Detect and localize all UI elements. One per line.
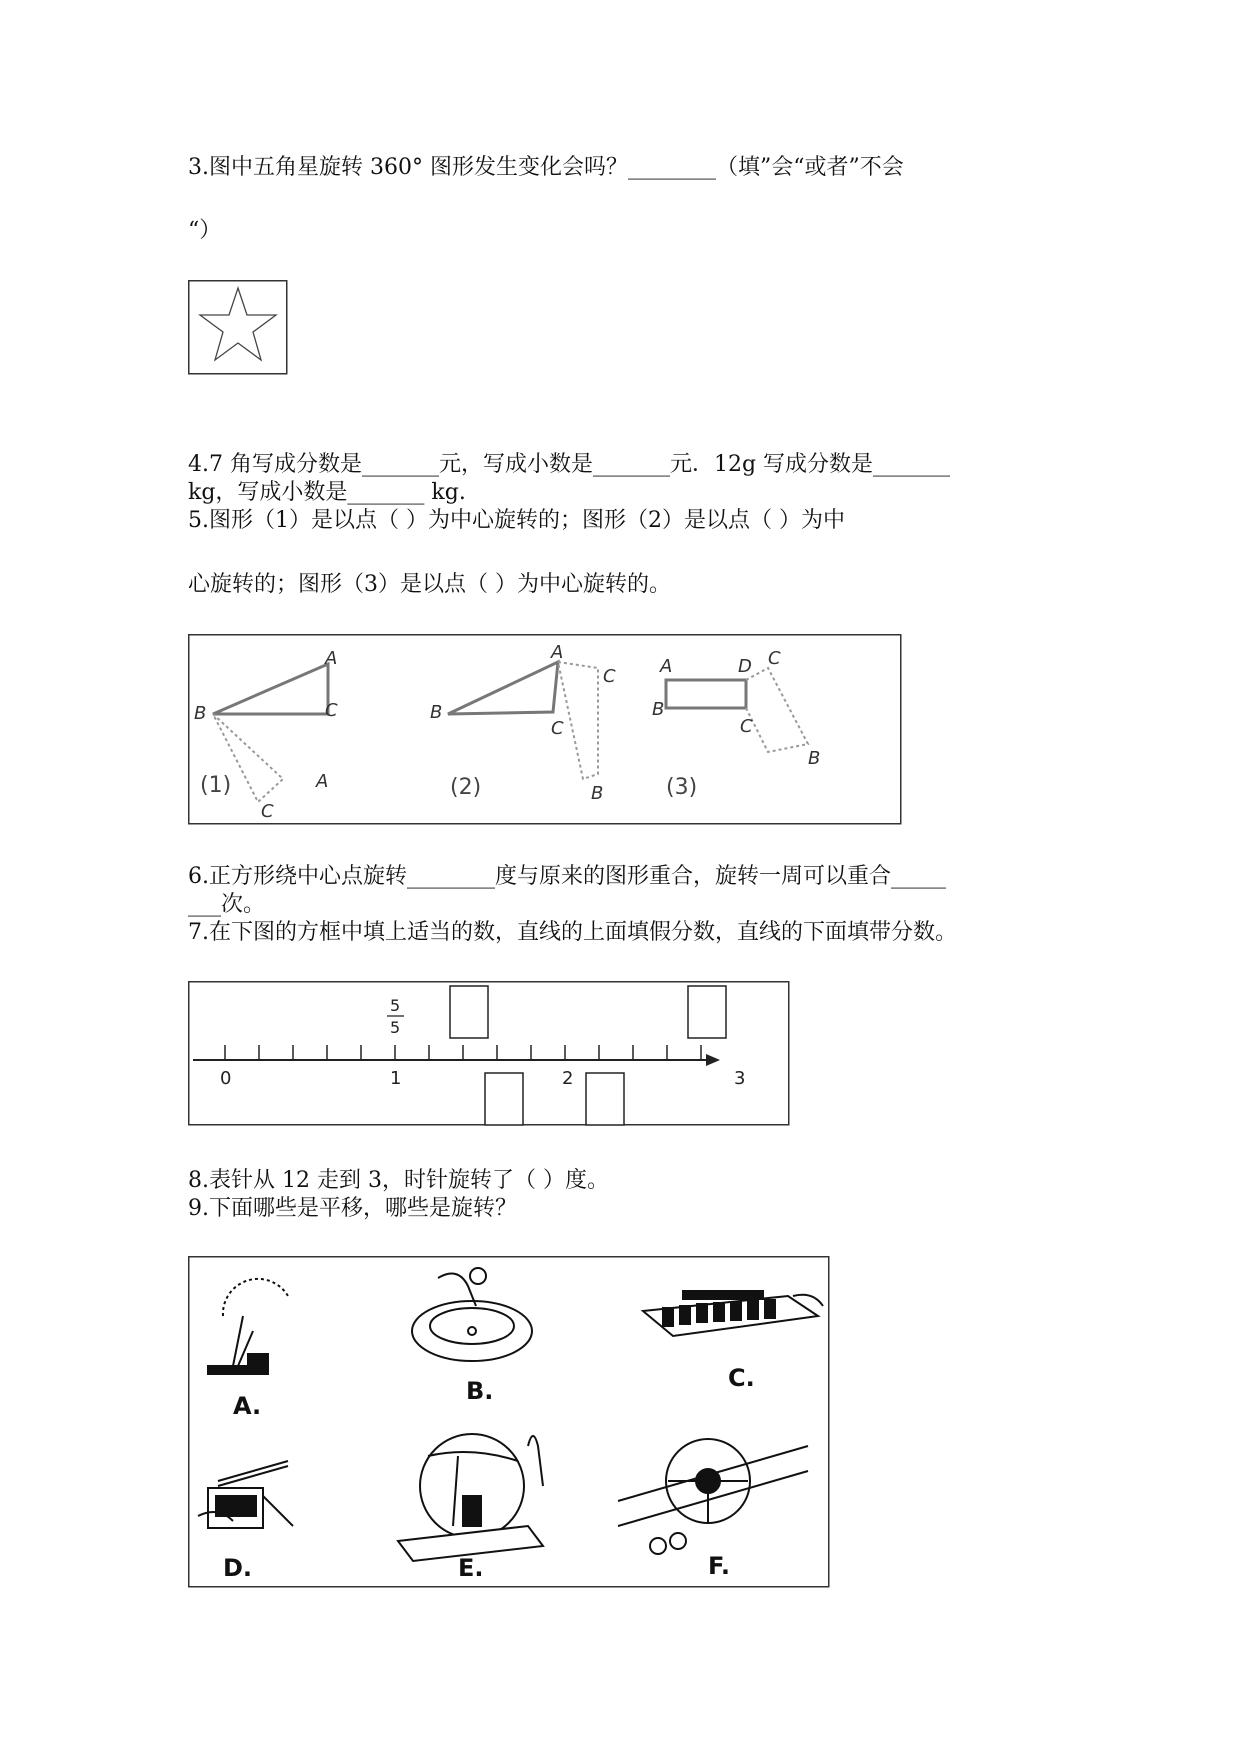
q9-line1: 9.下面哪些是平移，哪些是旋转？ — [188, 1196, 517, 1221]
fig3-label-c1: C — [740, 716, 753, 737]
fig3-label-b2: B — [808, 748, 821, 769]
fig3-caption: (3) — [666, 775, 698, 800]
fig1-caption: (1) — [200, 773, 232, 798]
q6-line2: ___次。 — [188, 892, 266, 917]
fig3-label-c2: C — [768, 648, 781, 669]
q4-line1: 4.7 角写成分数是_______元，写成小数是_______元．12g 写成分数是_______ — [188, 452, 951, 477]
fig1-label-b: B — [194, 703, 207, 724]
fraction-denominator: 5 — [390, 1018, 401, 1037]
fig1-label-c1: C — [325, 700, 338, 721]
q8-line1: 8.表针从 12 走到 3，时针旋转了（ ）度。 — [188, 1168, 609, 1193]
fig2-label-c2: C — [603, 666, 616, 687]
fig3-label-b1: B — [652, 699, 665, 720]
answer-box-lower-2 — [586, 1073, 624, 1125]
tick-label-0: 0 — [220, 1068, 232, 1089]
picture-d-label: D. — [223, 1554, 253, 1582]
q5-line2: 心旋转的；图形（3）是以点（ ）为中心旋转的。 — [188, 572, 671, 597]
fig3-label-d: D — [738, 656, 752, 677]
motion-pictures-figure — [188, 1256, 830, 1588]
answer-box-upper-1 — [450, 986, 488, 1038]
q5-line1: 5.图形（1）是以点（ ）为中心旋转的；图形（2）是以点（ ）为中 — [188, 508, 845, 533]
picture-f-label: F. — [708, 1552, 730, 1580]
fraction-numerator: 5 — [390, 996, 401, 1015]
tick-label-2: 2 — [562, 1068, 574, 1089]
answer-box-upper-2 — [688, 986, 726, 1038]
fig2-label-c1: C — [551, 718, 564, 739]
q7-line1: 7.在下图的方框中填上适当的数，直线的上面填假分数，直线的下面填带分数。 — [188, 920, 957, 945]
picture-a-label: A. — [233, 1392, 262, 1420]
tick-label-3: 3 — [734, 1068, 746, 1089]
fig1-label-a1: A — [325, 648, 338, 669]
fig2-label-b2: B — [591, 783, 604, 804]
fig1-label-c2: C — [261, 801, 274, 822]
tick-label-1: 1 — [390, 1068, 402, 1089]
rotation-figure — [188, 634, 902, 825]
picture-b-label: B. — [466, 1377, 494, 1405]
q3-line1: 3.图中五角星旋转 360° 图形发生变化会吗？________（填”会“或者”不会 — [188, 155, 904, 180]
fig2-label-a: A — [551, 642, 564, 663]
fig1-label-a2: A — [316, 771, 329, 792]
star-figure — [188, 280, 288, 375]
fig2-caption: (2) — [450, 775, 482, 800]
q4-line2: kg，写成小数是_______ kg. — [188, 480, 466, 505]
fig3-label-a: A — [660, 656, 673, 677]
picture-c-label: C. — [728, 1364, 755, 1392]
picture-e-label: E. — [458, 1554, 484, 1582]
fig2-label-b1: B — [430, 702, 443, 723]
q6-line1: 6.正方形绕中心点旋转________度与原来的图形重合，旋转一周可以重合_____ — [188, 864, 946, 889]
number-line-figure — [188, 981, 790, 1126]
q3-line2: “） — [188, 218, 222, 243]
answer-box-lower-1 — [485, 1073, 523, 1125]
